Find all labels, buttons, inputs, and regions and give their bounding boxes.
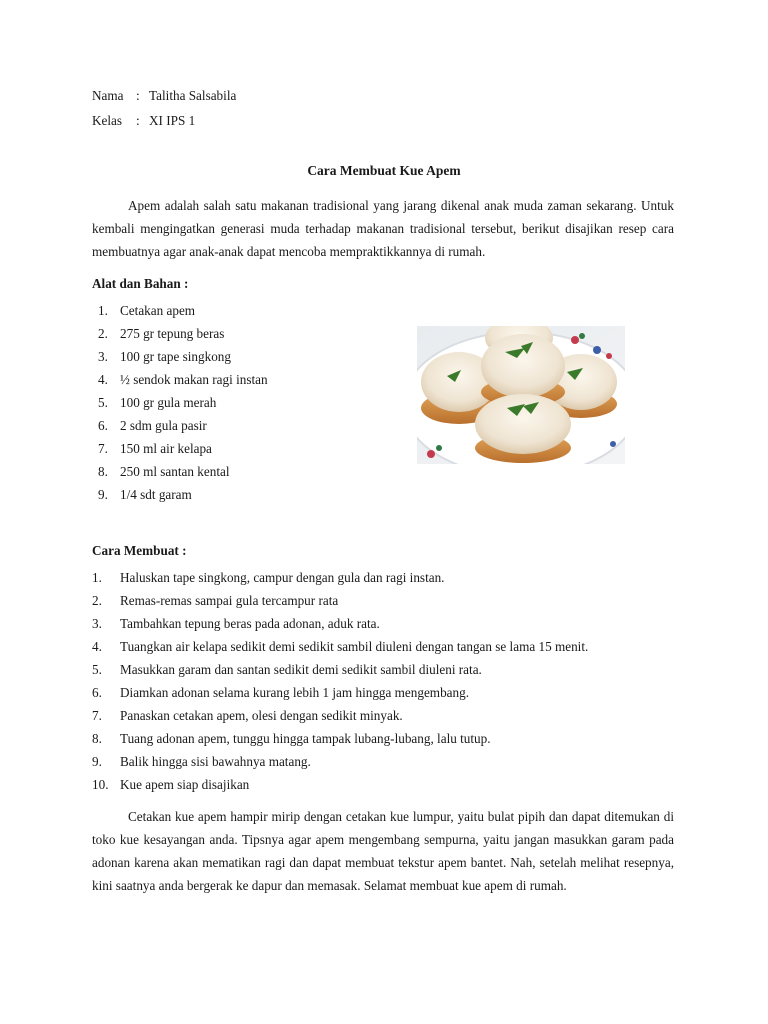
list-number: 2. (98, 326, 108, 341)
list-text: Tuangkan air kelapa sedikit demi sedikit sambil diuleni dengan tangan se lama 15 menit. (120, 639, 589, 654)
intro-paragraph (92, 194, 674, 263)
list-number: 3. (98, 349, 108, 364)
class-row (92, 113, 195, 129)
list-number: 5. (98, 395, 108, 410)
list-item (92, 460, 392, 483)
list-number: 2. (92, 593, 102, 608)
list-item (92, 727, 692, 750)
list-item (92, 635, 692, 658)
list-text: Remas-remas sampai gula tercampur rata (120, 593, 339, 608)
list-number: 5. (92, 662, 102, 677)
list-item (92, 345, 392, 368)
name-value: Talitha Salsabila (149, 88, 237, 103)
list-number: 7. (92, 708, 102, 723)
list-number: 9. (92, 754, 102, 769)
list-text: Panaskan cetakan apem, olesi dengan sedikit minyak. (120, 708, 403, 723)
list-text: 275 gr tepung beras (120, 326, 225, 341)
list-item (92, 658, 692, 681)
list-number: 4. (98, 372, 108, 387)
list-text: Tambahkan tepung beras pada adonan, aduk rata. (120, 616, 380, 631)
list-item (92, 704, 692, 727)
list-number: 6. (92, 685, 102, 700)
list-text: 100 gr tape singkong (120, 349, 231, 364)
list-item (92, 750, 692, 773)
list-item (92, 368, 392, 391)
list-item (92, 681, 692, 704)
intro-text: Apem adalah salah satu makanan tradisional yang jarang dikenal anak muda zaman sekarang. Untuk kembali mengingatkan generasi muda terhadap makanan tradisional tersebut, berikut disajikan resep cara membuatnya agar anak-anak dapat mencoba mempraktikkannya di rumah. (92, 198, 674, 259)
list-item (92, 322, 392, 345)
name-label: Nama (92, 88, 124, 103)
list-item (92, 566, 692, 589)
list-text: 250 ml santan kental (120, 464, 230, 479)
list-text: Masukkan garam dan santan sedikit demi sedikit sambil diuleni rata. (120, 662, 482, 677)
list-text: Tuang adonan apem, tunggu hingga tampak lubang-lubang, lalu tutup. (120, 731, 491, 746)
list-item (92, 483, 392, 506)
list-text: 2 sdm gula pasir (120, 418, 207, 433)
list-text: Haluskan tape singkong, campur dengan gula dan ragi instan. (120, 570, 445, 585)
list-number: 3. (92, 616, 102, 631)
list-item (92, 589, 692, 612)
kue-apem-photo (417, 326, 625, 464)
document-title: Cara Membuat Kue Apem (307, 163, 461, 178)
tools-heading: Alat dan Bahan : (92, 276, 189, 291)
list-number: 7. (98, 441, 108, 456)
list-text: Cetakan apem (120, 303, 196, 318)
list-item (92, 391, 392, 414)
list-text: 150 ml air kelapa (120, 441, 212, 456)
list-number: 8. (98, 464, 108, 479)
list-number: 9. (98, 487, 108, 502)
closing-text: Cetakan kue apem hampir mirip dengan cetakan kue lumpur, yaitu bulat pipih dan dapat ditemukan di toko kue kesayangan anda. Tipsnya agar apem mengembang sempurna, yaitu jangan masukkan garam pada adonan karena akan mematikan ragi dan dapat membuat tekstur apem bantet. Nah, setelah melihat resepnya, kini saatnya anda bergerak ke dapur dan memasak. Selamat membuat kue apem di rumah. (92, 809, 674, 893)
list-item (92, 612, 692, 635)
kue-apem-illustration (417, 326, 625, 464)
list-number: 6. (98, 418, 108, 433)
tools-list (92, 299, 392, 506)
class-label: Kelas (92, 113, 123, 128)
list-number: 1. (98, 303, 108, 318)
list-number: 10. (92, 777, 109, 792)
closing-paragraph (92, 805, 674, 897)
steps-list (92, 566, 692, 796)
list-text: ½ sendok makan ragi instan (120, 372, 268, 387)
class-separator: : (136, 113, 140, 128)
class-value: XI IPS 1 (149, 113, 196, 128)
list-item (92, 299, 392, 322)
steps-heading: Cara Membuat : (92, 543, 187, 558)
list-text: Kue apem siap disajikan (120, 777, 250, 792)
list-item (92, 414, 392, 437)
list-text: Diamkan adonan selama kurang lebih 1 jam hingga mengembang. (120, 685, 469, 700)
list-text: 100 gr gula merah (120, 395, 217, 410)
list-number: 1. (92, 570, 102, 585)
list-text: 1/4 sdt garam (120, 487, 192, 502)
list-text: Balik hingga sisi bawahnya matang. (120, 754, 311, 769)
name-row (92, 88, 236, 104)
list-number: 8. (92, 731, 102, 746)
list-item (92, 773, 692, 796)
list-item (92, 437, 392, 460)
name-separator: : (136, 88, 140, 103)
list-number: 4. (92, 639, 102, 654)
